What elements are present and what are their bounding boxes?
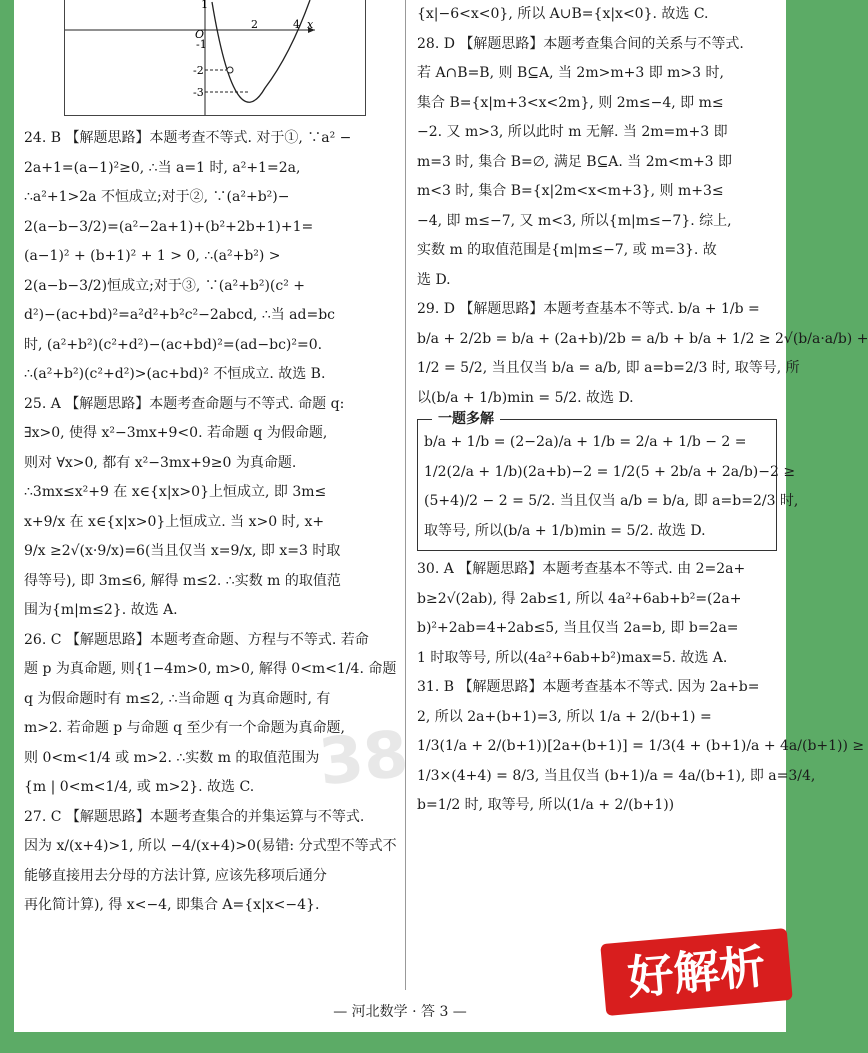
graph-svg [65, 0, 365, 115]
text-line: b)²+2ab=4+2ab≤5, 当且仅当 2a=b, 即 b=2a= [417, 620, 739, 636]
text-line: 则对 ∀x>0, 都有 x²−3mx+9≥0 为真命题. [24, 454, 297, 471]
text-line: 25. A 【解题思路】本题考查命题与不等式. 命题 q: [24, 395, 345, 412]
text-line: b/a + 1/b = (2−2a)/a + 1/b = 2/a + 1/b − 2 = [424, 434, 747, 450]
text-line: 2a+1=(a−1)²≥0, ∴当 a=1 时, a²+1=2a, [24, 159, 301, 176]
label-neg3: -3 [193, 86, 204, 99]
text-line: 则 0<m<1/4 或 m>2. ∴实数 m 的取值范围为 [24, 749, 320, 766]
text-line: 得等号), 即 3m≤6, 解得 m≤2. ∴实数 m 的取值范 [24, 572, 341, 589]
text-line: 31. B 【解题思路】本题考查基本不等式. 因为 2a+b= [417, 679, 760, 695]
text-line: b≥2√(2ab), 得 2ab≤1, 所以 4a²+6ab+b²=(2a+ [417, 590, 742, 607]
text-line: ∴(a²+b²)(c²+d²)>(ac+bd)² 不恒成立. 故选 B. [24, 366, 326, 382]
text-line: ∴a²+1>2a 不恒成立;对于②, ∵(a²+b²)− [24, 189, 290, 205]
text-line: d²)−(ac+bd)²=a²d²+b²c²−2abcd, ∴当 ad=bc [24, 307, 336, 323]
text-line: 26. C 【解题思路】本题考查命题、方程与不等式. 若命 [24, 631, 369, 648]
stamp-logo: 好解析 [600, 928, 793, 1016]
text-line: 1/2 = 5/2, 当且仅当 b/a = a/b, 即 a=b=2/3 时, 取等号, 所 [417, 360, 800, 376]
text-line: 1/2(2/a + 1/b)(2a+b)−2 = 1/2(5 + 2b/a + 2a/b)−2 ≥ [424, 463, 796, 480]
text-line: b=1/2 时, 取等号, 所以(1/a + 2/(b+1)) [417, 797, 675, 813]
text-line: 集合 B={x|m+3<x<2m}, 则 2m≤−4, 即 m≤ [417, 94, 724, 111]
text-line: b/a + 2/2b = b/a + (2a+b)/2b = a/b + b/a + 1/2 ≥ 2√(b/a·a/b) + [417, 330, 868, 347]
text-line: 题 p 为真命题, 则{1−4m>0, m>0, 解得 0<m<1/4. 命题 [24, 661, 397, 677]
text-line: 2(a−b−3/2)恒成立;对于③, ∵(a²+b²)(c² + [24, 277, 306, 294]
text-line: x+9/x 在 x∈{x|x>0}上恒成立. 当 x>0 时, x+ [24, 513, 325, 530]
text-line: −4, 即 m≤−7, 又 m<3, 所以{m|m≤−7}. 综上, [417, 212, 732, 229]
text-line: 2, 所以 2a+(b+1)=3, 所以 1/a + 2/(b+1) = [417, 708, 712, 725]
text-line: 若 A∩B=B, 则 B⊆A, 当 2m>m+3 即 m>3 时, [417, 65, 724, 81]
right-solutions-bottom [417, 555, 865, 821]
right-column [417, 0, 868, 821]
box-lines [424, 428, 799, 546]
parabola-curve [212, 0, 310, 102]
text-line: q 为假命题时有 m≤2, ∴当命题 q 为真命题时, 有 [24, 690, 331, 707]
text-line: ∃x>0, 使得 x²−3mx+9<0. 若命题 q 为假命题, [24, 425, 328, 441]
label-neg2: -2 [193, 64, 204, 77]
label-neg1: -1 [196, 38, 207, 51]
label-origin: O [195, 28, 205, 41]
text-line: 以(b/a + 1/b)min = 5/2. 故选 D. [417, 389, 634, 406]
text-line: 28. D 【解题思路】本题考查集合间的关系与不等式. [417, 35, 744, 52]
text-line: 2(a−b−3/2)=(a²−2a+1)+(b²+2b+1)+1= [24, 218, 314, 235]
text-line: 29. D 【解题思路】本题考查基本不等式. b/a + 1/b = [417, 301, 760, 317]
label-one: 1 [201, 0, 208, 11]
text-line: (a−1)² + (b+1)² + 1 > 0, ∴(a²+b²) > [24, 248, 281, 264]
text-line: m=3 时, 集合 B=∅, 满足 B⊆A. 当 2m<m+3 即 [417, 153, 733, 170]
page-footer: — 河北数学 · 答 3 — [333, 1004, 467, 1020]
label-x: x [307, 18, 314, 31]
text-line: 1/3(1/a + 2/(b+1))[2a+(b+1)] = 1/3(4 + (b+1)/a + 4a/(b+1)) ≥ [417, 738, 865, 754]
label-four: 4 [293, 18, 300, 31]
text-line: 9/x ≥2√(x·9/x)=6(当且仅当 x=9/x, 即 x=3 时取 [24, 543, 341, 559]
text-line: −2. 又 m>3, 所以此时 m 无解. 当 2m=m+3 即 [417, 124, 728, 140]
alternative-solution-box [417, 411, 799, 551]
right-solutions-top [417, 0, 868, 413]
text-line: 27. C 【解题思路】本题考查集合的并集运算与不等式. [24, 808, 365, 825]
text-line: 选 D. [417, 271, 451, 288]
text-line: 能够直接用去分母的方法计算, 应该先移项后通分 [24, 867, 327, 884]
text-line: 围为{m|m≤2}. 故选 A. [24, 602, 178, 618]
left-solutions [24, 124, 397, 921]
text-line: m>2. 若命题 p 与命题 q 至少有一个命题为真命题, [24, 720, 345, 736]
text-line: ∴3mx≤x²+9 在 x∈{x|x>0}上恒成立, 即 3m≤ [24, 484, 327, 500]
watermark: 38 [315, 717, 412, 801]
text-line: 1 时取等号, 所以(4a²+6ab+b²)max=5. 故选 A. [417, 649, 728, 666]
text-line: 1/3×(4+4) = 8/3, 当且仅当 (b+1)/a = 4a/(b+1), 即 a=3/4, [417, 767, 816, 784]
column-divider [405, 0, 406, 990]
text-line: {x|−6<x<0}, 所以 A∪B={x|x<0}. 故选 C. [417, 6, 709, 22]
answer-page [14, 0, 868, 1032]
text-line: 再化简计算), 得 x<−4, 即集合 A={x|x<−4}. [24, 897, 320, 913]
text-line: 因为 x/(x+4)>1, 所以 −4/(x+4)>0(易错: 分式型不等式不 [24, 838, 397, 854]
text-line: 30. A 【解题思路】本题考查基本不等式. 由 2=2a+ [417, 561, 746, 577]
text-line: m<3 时, 集合 B={x|2m<x<m+3}, 则 m+3≤ [417, 183, 724, 199]
text-line: 24. B 【解题思路】本题考查不等式. 对于①, ∵a² − [24, 130, 352, 146]
function-graph [64, 0, 366, 116]
text-line: 取等号, 所以(b/a + 1/b)min = 5/2. 故选 D. [424, 522, 706, 539]
box-title: 一题多解 [432, 408, 500, 430]
label-two: 2 [251, 18, 258, 31]
text-line: (5+4)/2 − 2 = 5/2. 当且仅当 a/b = b/a, 即 a=b=2/3 时, [424, 493, 799, 509]
text-line: 实数 m 的取值范围是{m|m≤−7, 或 m=3}. 故 [417, 242, 717, 258]
text-line: 时, (a²+b²)(c²+d²)−(ac+bd)²=(ad−bc)²=0. [24, 336, 323, 353]
open-point [227, 67, 233, 73]
text-line: {m | 0<m<1/4, 或 m>2}. 故选 C. [24, 779, 255, 795]
